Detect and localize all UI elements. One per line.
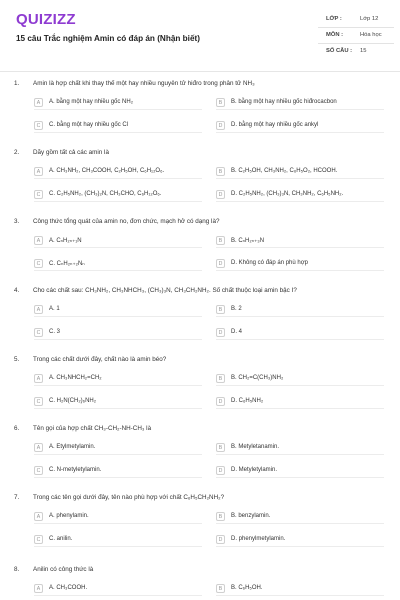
option-a[interactable] <box>34 167 202 178</box>
meta-row-subject <box>318 28 394 44</box>
question-text: Dãy gồm tất cả các amin là <box>33 149 109 156</box>
option-text: D. Không có đáp án phù hợp <box>231 260 308 266</box>
option-letter-box[interactable]: B <box>216 236 225 245</box>
option-letter-box[interactable]: A <box>34 374 43 383</box>
meta-table <box>318 12 394 60</box>
question-text: Cho các chất sau: CH₃NH₂, CH₃NHCH₃, (CH₃)₃N, CH₃CH₂NH₂. Số chất thuộc loại amin bậc I? <box>33 287 297 294</box>
option-b[interactable] <box>216 305 384 316</box>
question-text: Công thức tổng quát của amin no, đơn chức, mạch hở có dạng là? <box>33 218 220 225</box>
option-divider <box>34 408 202 409</box>
document-header <box>0 0 400 72</box>
option-text: C. CₙH₂ₙ₊₂Nₙ <box>49 261 85 267</box>
question-text: Amin là hợp chất khi thay thế một hay nhiều nguyên tử hiđro trong phân tử NH₃ <box>33 80 255 87</box>
option-divider <box>216 523 384 524</box>
option-text: B. Metyletanamin. <box>231 444 280 450</box>
question-text: Anilin có công thức là <box>33 566 94 573</box>
meta-value: Lớp 12 <box>360 16 379 22</box>
option-letter-box[interactable]: B <box>216 374 225 383</box>
meta-value: 15 <box>360 48 367 54</box>
option-d[interactable] <box>216 466 384 477</box>
question-number: 7. <box>14 494 20 501</box>
option-letter-box[interactable]: D <box>216 397 225 406</box>
option-text: B. C₆H₅OH. <box>231 585 263 591</box>
option-divider <box>34 385 202 386</box>
option-text: D. 4 <box>231 329 243 335</box>
option-letter-box[interactable]: A <box>34 98 43 107</box>
option-divider <box>216 385 384 386</box>
option-divider <box>34 477 202 478</box>
option-text: B. 2 <box>231 306 242 312</box>
option-divider <box>34 109 202 110</box>
option-letter-box[interactable]: B <box>216 512 225 521</box>
option-c[interactable] <box>34 190 202 201</box>
meta-label: LỚP : <box>326 16 342 22</box>
option-divider <box>34 247 202 248</box>
option-divider <box>216 454 384 455</box>
option-divider <box>216 178 384 179</box>
option-letter-box[interactable]: D <box>216 535 225 544</box>
option-letter-box[interactable]: B <box>216 584 225 593</box>
option-text: C. H₂N(CH₂)₆NH₂ <box>49 398 97 404</box>
option-text: B. bằng một hay nhiều gốc hiđrocacbon <box>231 99 337 105</box>
option-letter-box[interactable]: D <box>216 466 225 475</box>
option-b[interactable] <box>216 167 384 178</box>
question-number: 6. <box>14 425 20 432</box>
option-divider <box>34 201 202 202</box>
option-divider <box>216 270 384 271</box>
option-text: A. CₙH₂ₙ₊₁N <box>49 238 82 244</box>
option-divider <box>216 316 384 317</box>
option-a[interactable] <box>34 443 202 454</box>
option-divider <box>216 201 384 202</box>
option-d[interactable] <box>216 328 384 339</box>
option-letter-box[interactable]: C <box>34 535 43 544</box>
option-d[interactable] <box>216 121 384 132</box>
option-text: D. bằng một hay nhiều gốc ankyl <box>231 122 319 128</box>
option-b[interactable] <box>216 374 384 385</box>
option-text: C. C₂H₅NH₂, (CH₃)₂N, CH₃CHO, C₆H₁₂O₆. <box>49 191 162 197</box>
option-divider <box>216 132 384 133</box>
meta-label: SỐ CÂU : <box>326 48 353 54</box>
option-a[interactable] <box>34 305 202 316</box>
option-divider <box>34 546 202 547</box>
option-divider <box>34 132 202 133</box>
option-d[interactable] <box>216 190 384 201</box>
option-letter-box[interactable]: B <box>216 443 225 452</box>
option-letter-box[interactable]: D <box>216 190 225 199</box>
option-divider <box>216 109 384 110</box>
option-text: D. phenylmetylamin. <box>231 536 286 542</box>
option-letter-box[interactable]: A <box>34 305 43 314</box>
option-text: B. benzylamin. <box>231 513 271 519</box>
option-divider <box>216 595 384 596</box>
option-text: D. C₆H₅NH₂ <box>231 398 264 404</box>
option-text: B. CₙH₂ₙ₊₃N <box>231 238 265 244</box>
option-divider <box>34 523 202 524</box>
option-text: A. CH₃NHCH₂=CH₂ <box>49 375 102 381</box>
option-divider <box>216 339 384 340</box>
option-text: A. bằng một hay nhiều gốc NH₂ <box>49 99 134 105</box>
option-letter-box[interactable]: B <box>216 167 225 176</box>
option-letter-box[interactable]: A <box>34 584 43 593</box>
option-b[interactable] <box>216 584 384 595</box>
option-text: A. CH₃COOH. <box>49 585 88 591</box>
option-text: D. Metyletylamin. <box>231 467 278 473</box>
option-text: A. phenylamin. <box>49 513 89 519</box>
option-letter-box[interactable]: A <box>34 512 43 521</box>
quizizz-logo[interactable]: QUIZIZZ <box>16 11 76 28</box>
option-letter-box[interactable]: C <box>34 397 43 406</box>
option-text: C. 3 <box>49 329 61 335</box>
option-letter-box[interactable]: B <box>216 305 225 314</box>
option-letter-box[interactable]: D <box>216 259 225 268</box>
option-text: D. C₂H₅NH₂, (CH₃)₃N, CH₃NH₂, C₆H₅NH₂. <box>231 191 344 197</box>
option-letter-box[interactable]: C <box>34 466 43 475</box>
option-letter-box[interactable]: C <box>34 328 43 337</box>
option-divider <box>34 339 202 340</box>
question-number: 4. <box>14 287 20 294</box>
option-b[interactable] <box>216 98 384 109</box>
meta-row-count <box>318 44 394 60</box>
option-text: B. CH₂=C(CH₃)NH₂ <box>231 375 284 381</box>
option-divider <box>216 247 384 248</box>
meta-value: Hóa học <box>360 32 382 38</box>
question-text: Tên gọi của hợp chất CH₃-CH₂-NH-CH₃ là <box>33 425 152 432</box>
meta-label: MÔN : <box>326 32 344 38</box>
option-text: C. N-metyletylamin. <box>49 467 102 473</box>
option-text: B. C₂H₅OH, CH₃NH₂, C₆H₅O₂, HCOOH. <box>231 168 338 174</box>
meta-row-grade <box>318 12 394 28</box>
question-number: 5. <box>14 356 20 363</box>
question-number: 1. <box>14 80 20 87</box>
question-number: 2. <box>14 149 20 156</box>
option-divider <box>34 270 202 271</box>
document-title: 15 câu Trắc nghiệm Amin có đáp án (Nhận biết) <box>16 34 200 43</box>
question-text: Trong các tên gọi dưới đây, tên nào phù hợp với chất C₆H₅CH₂NH₂? <box>33 494 225 501</box>
option-a[interactable] <box>34 374 202 385</box>
option-c[interactable] <box>34 466 202 477</box>
question-number: 8. <box>14 566 20 573</box>
option-letter-box[interactable]: C <box>34 190 43 199</box>
option-b[interactable] <box>216 443 384 454</box>
option-a[interactable] <box>34 236 202 247</box>
option-letter-box[interactable]: C <box>34 121 43 130</box>
option-letter-box[interactable]: C <box>34 259 43 268</box>
option-c[interactable] <box>34 259 202 270</box>
option-divider <box>34 178 202 179</box>
option-b[interactable] <box>216 236 384 247</box>
option-b[interactable] <box>216 512 384 523</box>
option-a[interactable] <box>34 584 202 595</box>
option-divider <box>216 477 384 478</box>
option-text: C. bằng một hay nhiều gốc Cl <box>49 122 129 128</box>
option-d[interactable] <box>216 535 384 546</box>
option-divider <box>34 454 202 455</box>
option-divider <box>216 408 384 409</box>
option-text: A. 1 <box>49 306 60 312</box>
question-text: Trong các chất dưới đây, chất nào là amin béo? <box>33 356 167 363</box>
option-letter-box[interactable]: A <box>34 443 43 452</box>
option-d[interactable] <box>216 397 384 408</box>
option-a[interactable] <box>34 98 202 109</box>
option-text: A. CH₃NH₂, CH₃COOH, C₂H₅OH, C₆H₁₂O₆. <box>49 168 165 174</box>
option-letter-box[interactable]: B <box>216 98 225 107</box>
option-c[interactable] <box>34 121 202 132</box>
option-c[interactable] <box>34 397 202 408</box>
option-c[interactable] <box>34 535 202 546</box>
question-number: 3. <box>14 218 20 225</box>
option-letter-box[interactable]: D <box>216 328 225 337</box>
option-c[interactable] <box>34 328 202 339</box>
option-letter-box[interactable]: A <box>34 236 43 245</box>
option-text: A. Etylmetylamin. <box>49 444 96 450</box>
option-text: C. anilin. <box>49 536 73 542</box>
option-divider <box>34 595 202 596</box>
option-divider <box>216 546 384 547</box>
option-divider <box>34 316 202 317</box>
option-a[interactable] <box>34 512 202 523</box>
option-d[interactable] <box>216 259 384 270</box>
option-letter-box[interactable]: D <box>216 121 225 130</box>
option-letter-box[interactable]: A <box>34 167 43 176</box>
